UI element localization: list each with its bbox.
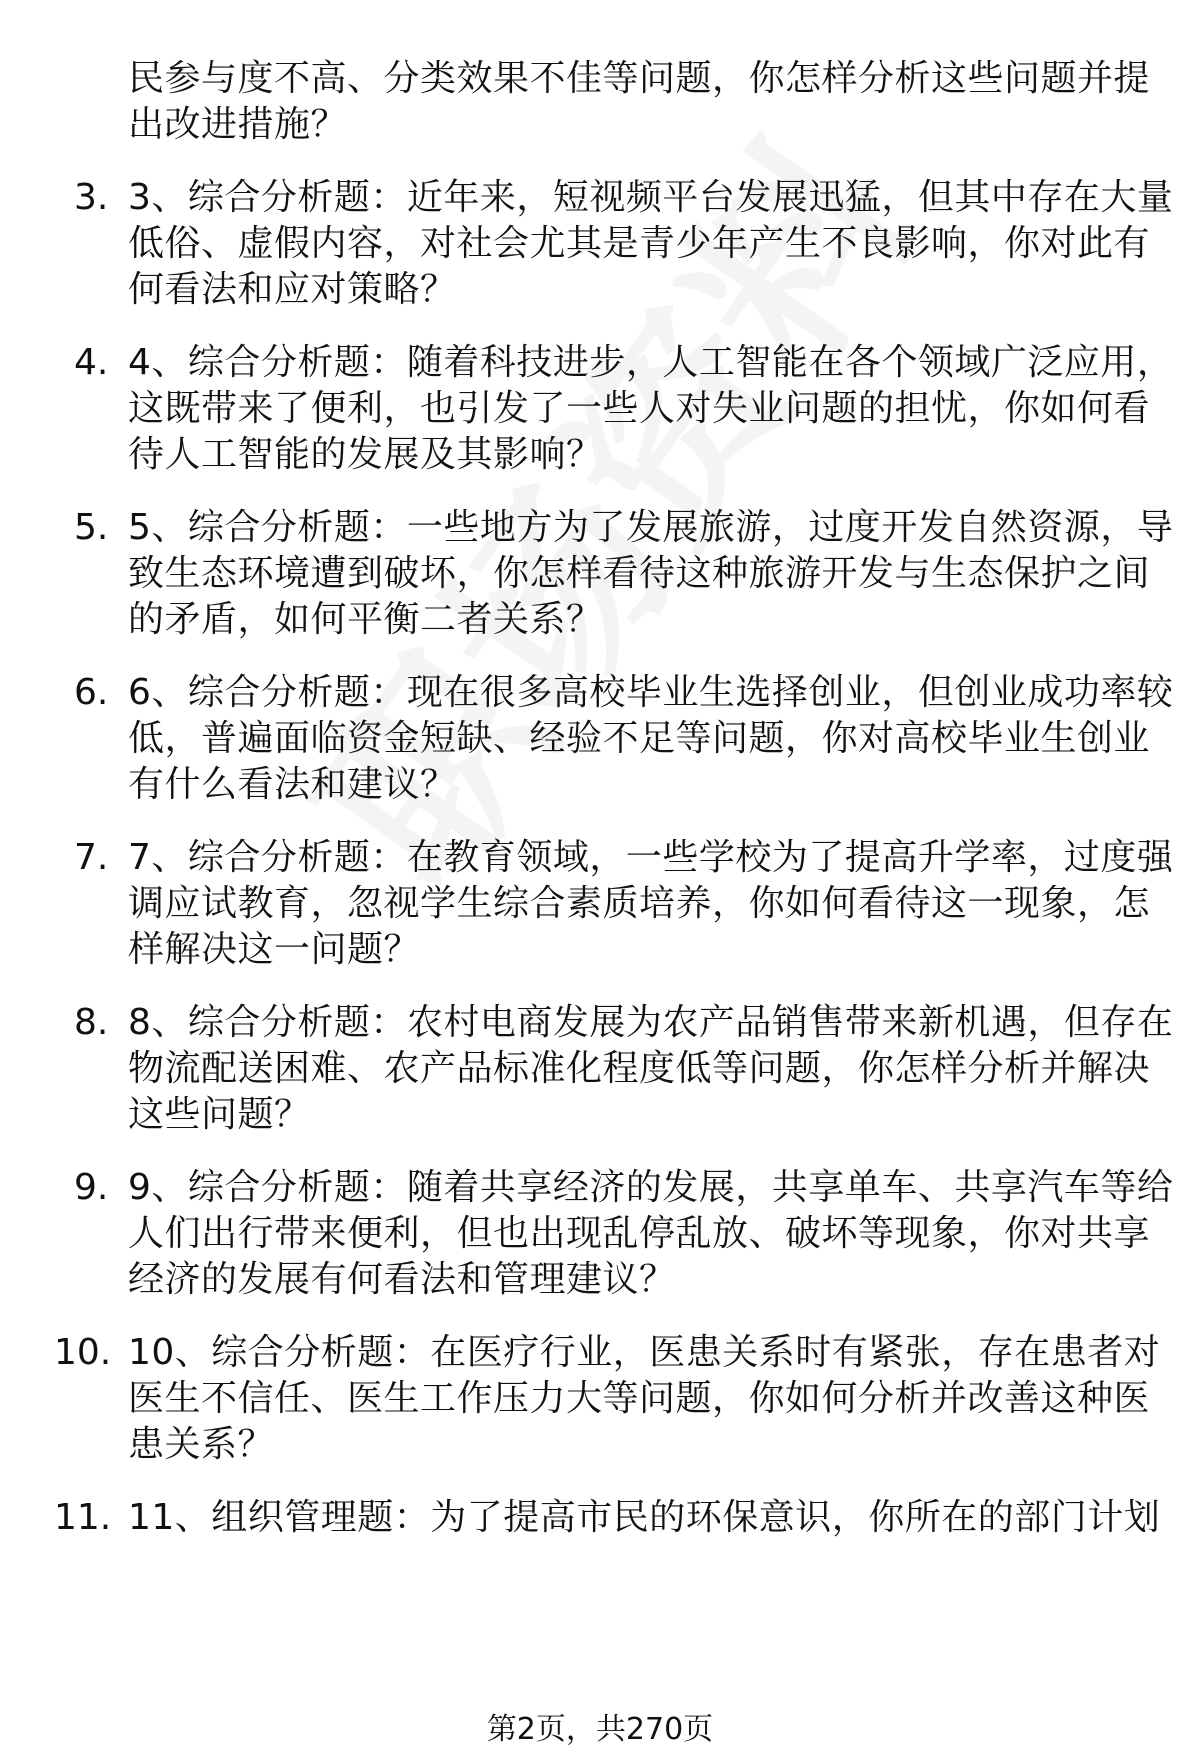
question-line: 10、综合分析题：在医疗行业，医患关系时有紧张，存在患者对	[128, 1332, 1161, 1373]
list-number: 11.	[54, 1497, 112, 1538]
question-line: 3、综合分析题：近年来，短视频平台发展迅猛，但其中存在大量	[128, 177, 1174, 218]
question-line: 待人工智能的发展及其影响？	[128, 434, 603, 475]
question-line: 何看法和应对策略？	[128, 269, 457, 310]
question-line: 调应试教育，忽视学生综合素质培养，你如何看待这一现象，怎	[128, 883, 1151, 924]
question-line: 这些问题？	[128, 1094, 311, 1135]
question-line: 8、综合分析题：农村电商发展为农产品销售带来新机遇，但存在	[128, 1002, 1174, 1043]
question-line: 的矛盾，如何平衡二者关系？	[128, 599, 603, 640]
question-line: 样解决这一问题？	[128, 929, 421, 970]
question-line: 低，普遍面临资金短缺、经验不足等问题，你对高校毕业生创业	[128, 718, 1151, 759]
list-number: 3.	[74, 177, 109, 218]
question-line: 9、综合分析题：随着共享经济的发展，共享单车、共享汽车等给	[128, 1167, 1174, 1208]
question-line: 5、综合分析题：一些地方为了发展旅游，过度开发自然资源，导	[128, 507, 1174, 548]
intro-line: 出改进措施？	[128, 104, 348, 145]
list-number: 9.	[74, 1167, 109, 1208]
question-line: 患关系？	[128, 1424, 275, 1465]
list-number: 8.	[74, 1002, 109, 1043]
question-line: 经济的发展有何看法和管理建议？	[128, 1259, 676, 1300]
question-line: 6、综合分析题：现在很多高校毕业生选择创业，但创业成功率较	[128, 672, 1174, 713]
question-line: 有什么看法和建议？	[128, 764, 457, 805]
question-line: 医生不信任、医生工作压力大等问题，你如何分析并改善这种医	[128, 1378, 1151, 1419]
question-line: 致生态环境遭到破坏，你怎样看待这种旅游开发与生态保护之间	[128, 553, 1151, 594]
list-number: 7.	[74, 837, 109, 878]
question-line: 物流配送困难、农产品标准化程度低等问题，你怎样分析并解决	[128, 1048, 1151, 1089]
question-line: 人们出行带来便利，但也出现乱停乱放、破坏等现象，你对共享	[128, 1213, 1151, 1254]
question-line: 这既带来了便利，也引发了一些人对失业问题的担忧，你如何看	[128, 388, 1151, 429]
list-number: 4.	[74, 342, 109, 383]
question-line: 4、综合分析题：随着科技进步，人工智能在各个领域广泛应用，	[128, 342, 1174, 383]
page-number: 第2页，共270页	[486, 1712, 714, 1747]
list-number: 5.	[74, 507, 109, 548]
list-number: 6.	[74, 672, 109, 713]
question-line: 低俗、虚假内容，对社会尤其是青少年产生不良影响，你对此有	[128, 223, 1151, 264]
list-number: 10.	[54, 1332, 112, 1373]
intro-line: 民参与度不高、分类效果不佳等问题，你怎样分析这些问题并提	[128, 58, 1151, 99]
question-line: 11、组织管理题：为了提高市民的环保意识，你所在的部门计划	[128, 1497, 1161, 1538]
question-line: 7、综合分析题：在教育领域，一些学校为了提高升学率，过度强	[128, 837, 1174, 878]
